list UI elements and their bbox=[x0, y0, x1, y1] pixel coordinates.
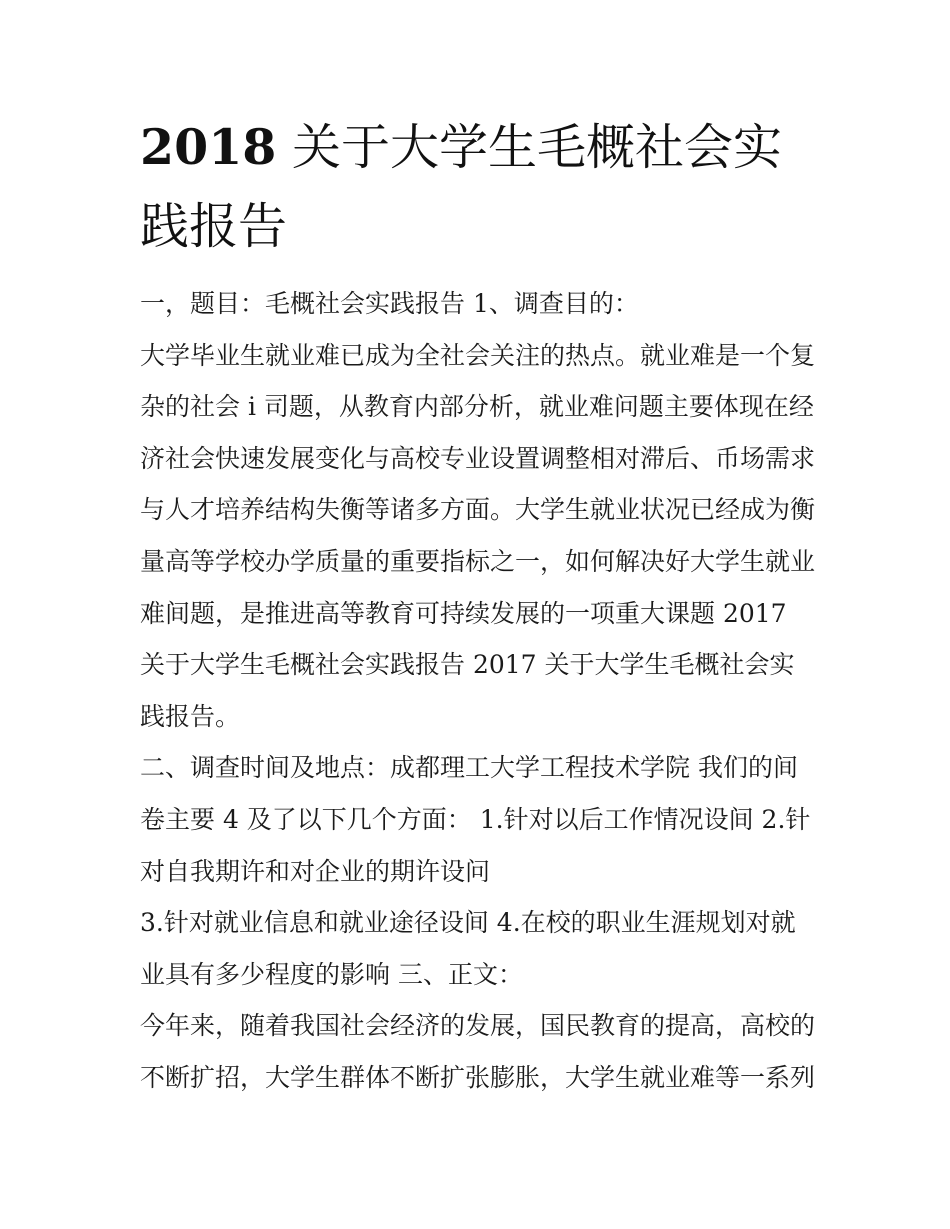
title-year: 2018 bbox=[140, 118, 277, 176]
document-body bbox=[140, 278, 816, 1104]
paragraph-survey-items: 3.针对就业信息和就业途径设间 4.在校的职业生涯规划对就业具有多少程度的影响 三、正文： bbox=[140, 908, 796, 989]
paragraph-purpose: 大学毕业生就业难已成为全社会关注的热点。就业难是一个复杂的社会 i 司题，从教育内部分析，就业难问题主要体现在经济社会快速发展变化与高校专业设置调整相对滞后、币场需求与人才培养结构失衡等诸多方面。大学生就业状况已经成为衡量高等学校办学质量的重要指标之一，如何解决好大学生就业难间题，是推进高等教育可持续发展的一项重大课题 2017 关于大学生毛概社会实践报告 2017 关于大学生毛概社会实践报告。 bbox=[140, 340, 816, 731]
paragraph-time-place: 二、调查时间及地点：成都理工大学工程技术学院 我们的间卷主要 4 及了以下几个方面： 1.针对以后工作情况设间 2.针对自我期许和对企业的期许设问 bbox=[140, 753, 811, 886]
paragraph-topic: 一，题目：毛概社会实践报告 1、调查目的： bbox=[140, 289, 639, 318]
document-title bbox=[140, 108, 820, 266]
title-text: 关于大学生毛概社会实践报告 bbox=[140, 119, 782, 255]
paragraph-main-text: 今年来，随着我国社会经济的发展，国民教育的提高，高校的不断扩招，大学生群体不断扩张膨胀，大学生就业难等一系列 bbox=[140, 1011, 816, 1092]
